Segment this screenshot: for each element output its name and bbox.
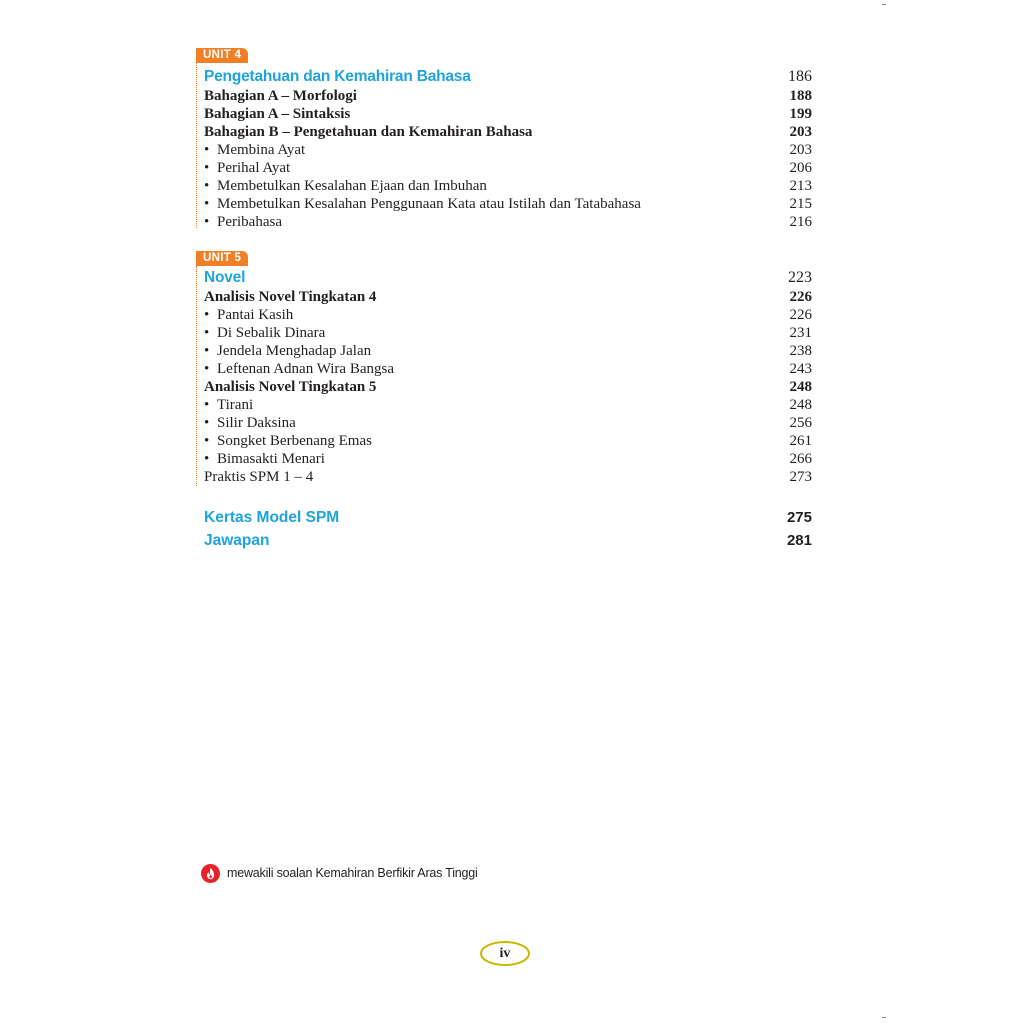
toc-entry[interactable]: • Songket Berbenang Emas 261	[204, 433, 812, 449]
bullet: •	[204, 343, 210, 359]
toc-entry[interactable]: Analisis Novel Tingkatan 4 226	[204, 289, 812, 305]
toc-entry[interactable]: Analisis Novel Tingkatan 5 248	[204, 379, 812, 395]
bullet: •	[204, 307, 210, 323]
unit-badge: UNIT 5	[196, 251, 248, 266]
toc-entry[interactable]: • Membina Ayat 203	[204, 142, 812, 158]
unit-divider-line	[196, 266, 197, 486]
toc-entry[interactable]: • Membetulkan Kesalahan Penggunaan Kata atau Istilah dan Tatabahasa 215	[204, 196, 812, 212]
bullet: •	[204, 196, 210, 212]
unit-divider-line	[196, 63, 197, 228]
toc-entry[interactable]: • Membetulkan Kesalahan Ejaan dan Imbuhan 213	[204, 178, 812, 194]
flame-icon	[201, 864, 220, 883]
toc-entry[interactable]: • Peribahasa 216	[204, 214, 812, 230]
bullet: •	[204, 160, 210, 176]
toc-entry[interactable]: Pengetahuan dan Kemahiran Bahasa 186	[204, 68, 812, 85]
toc-entry-kertas-model[interactable]: Kertas Model SPM 275	[204, 509, 812, 526]
crop-mark	[882, 4, 886, 5]
page-number-label: iv	[499, 946, 511, 961]
toc-entry-jawapan[interactable]: Jawapan 281	[204, 532, 812, 549]
toc-entry[interactable]: • Silir Daksina 256	[204, 415, 812, 431]
toc-entry[interactable]: • Jendela Menghadap Jalan 238	[204, 343, 812, 359]
toc-entry[interactable]: • Perihal Ayat 206	[204, 160, 812, 176]
toc-entry[interactable]: • Tirani 248	[204, 397, 812, 413]
toc-entry[interactable]: Novel 223	[204, 269, 812, 286]
toc-entry[interactable]: Bahagian A – Morfologi 188	[204, 88, 812, 104]
toc-entry[interactable]: Bahagian A – Sintaksis 199	[204, 106, 812, 122]
bullet: •	[204, 397, 210, 413]
bullet: •	[204, 325, 210, 341]
bullet: •	[204, 433, 210, 449]
unit-5-section	[196, 251, 816, 491]
bullet: •	[204, 415, 210, 431]
toc-entry[interactable]: • Leftenan Adnan Wira Bangsa 243	[204, 361, 812, 377]
unit-badge: UNIT 4	[196, 48, 248, 63]
bullet: •	[204, 451, 210, 467]
toc-entry[interactable]: • Di Sebalik Dinara 231	[204, 325, 812, 341]
bullet: •	[204, 361, 210, 377]
toc-entry[interactable]: Bahagian B – Pengetahuan dan Kemahiran Bahasa 203	[204, 124, 812, 140]
crop-mark	[882, 1017, 886, 1018]
page-number	[479, 940, 531, 968]
bullet: •	[204, 214, 210, 230]
bullet: •	[204, 178, 210, 194]
unit-4-section	[196, 48, 816, 233]
bullet: •	[204, 142, 210, 158]
extra-entries	[204, 506, 816, 552]
legend-text: mewakili soalan Kemahiran Berfikir Aras Tinggi	[227, 866, 478, 880]
toc-entry[interactable]: • Bimasakti Menari 266	[204, 451, 812, 467]
toc-entry[interactable]: • Pantai Kasih 226	[204, 307, 812, 323]
toc-entry[interactable]: Praktis SPM 1 – 4 273	[204, 469, 812, 485]
